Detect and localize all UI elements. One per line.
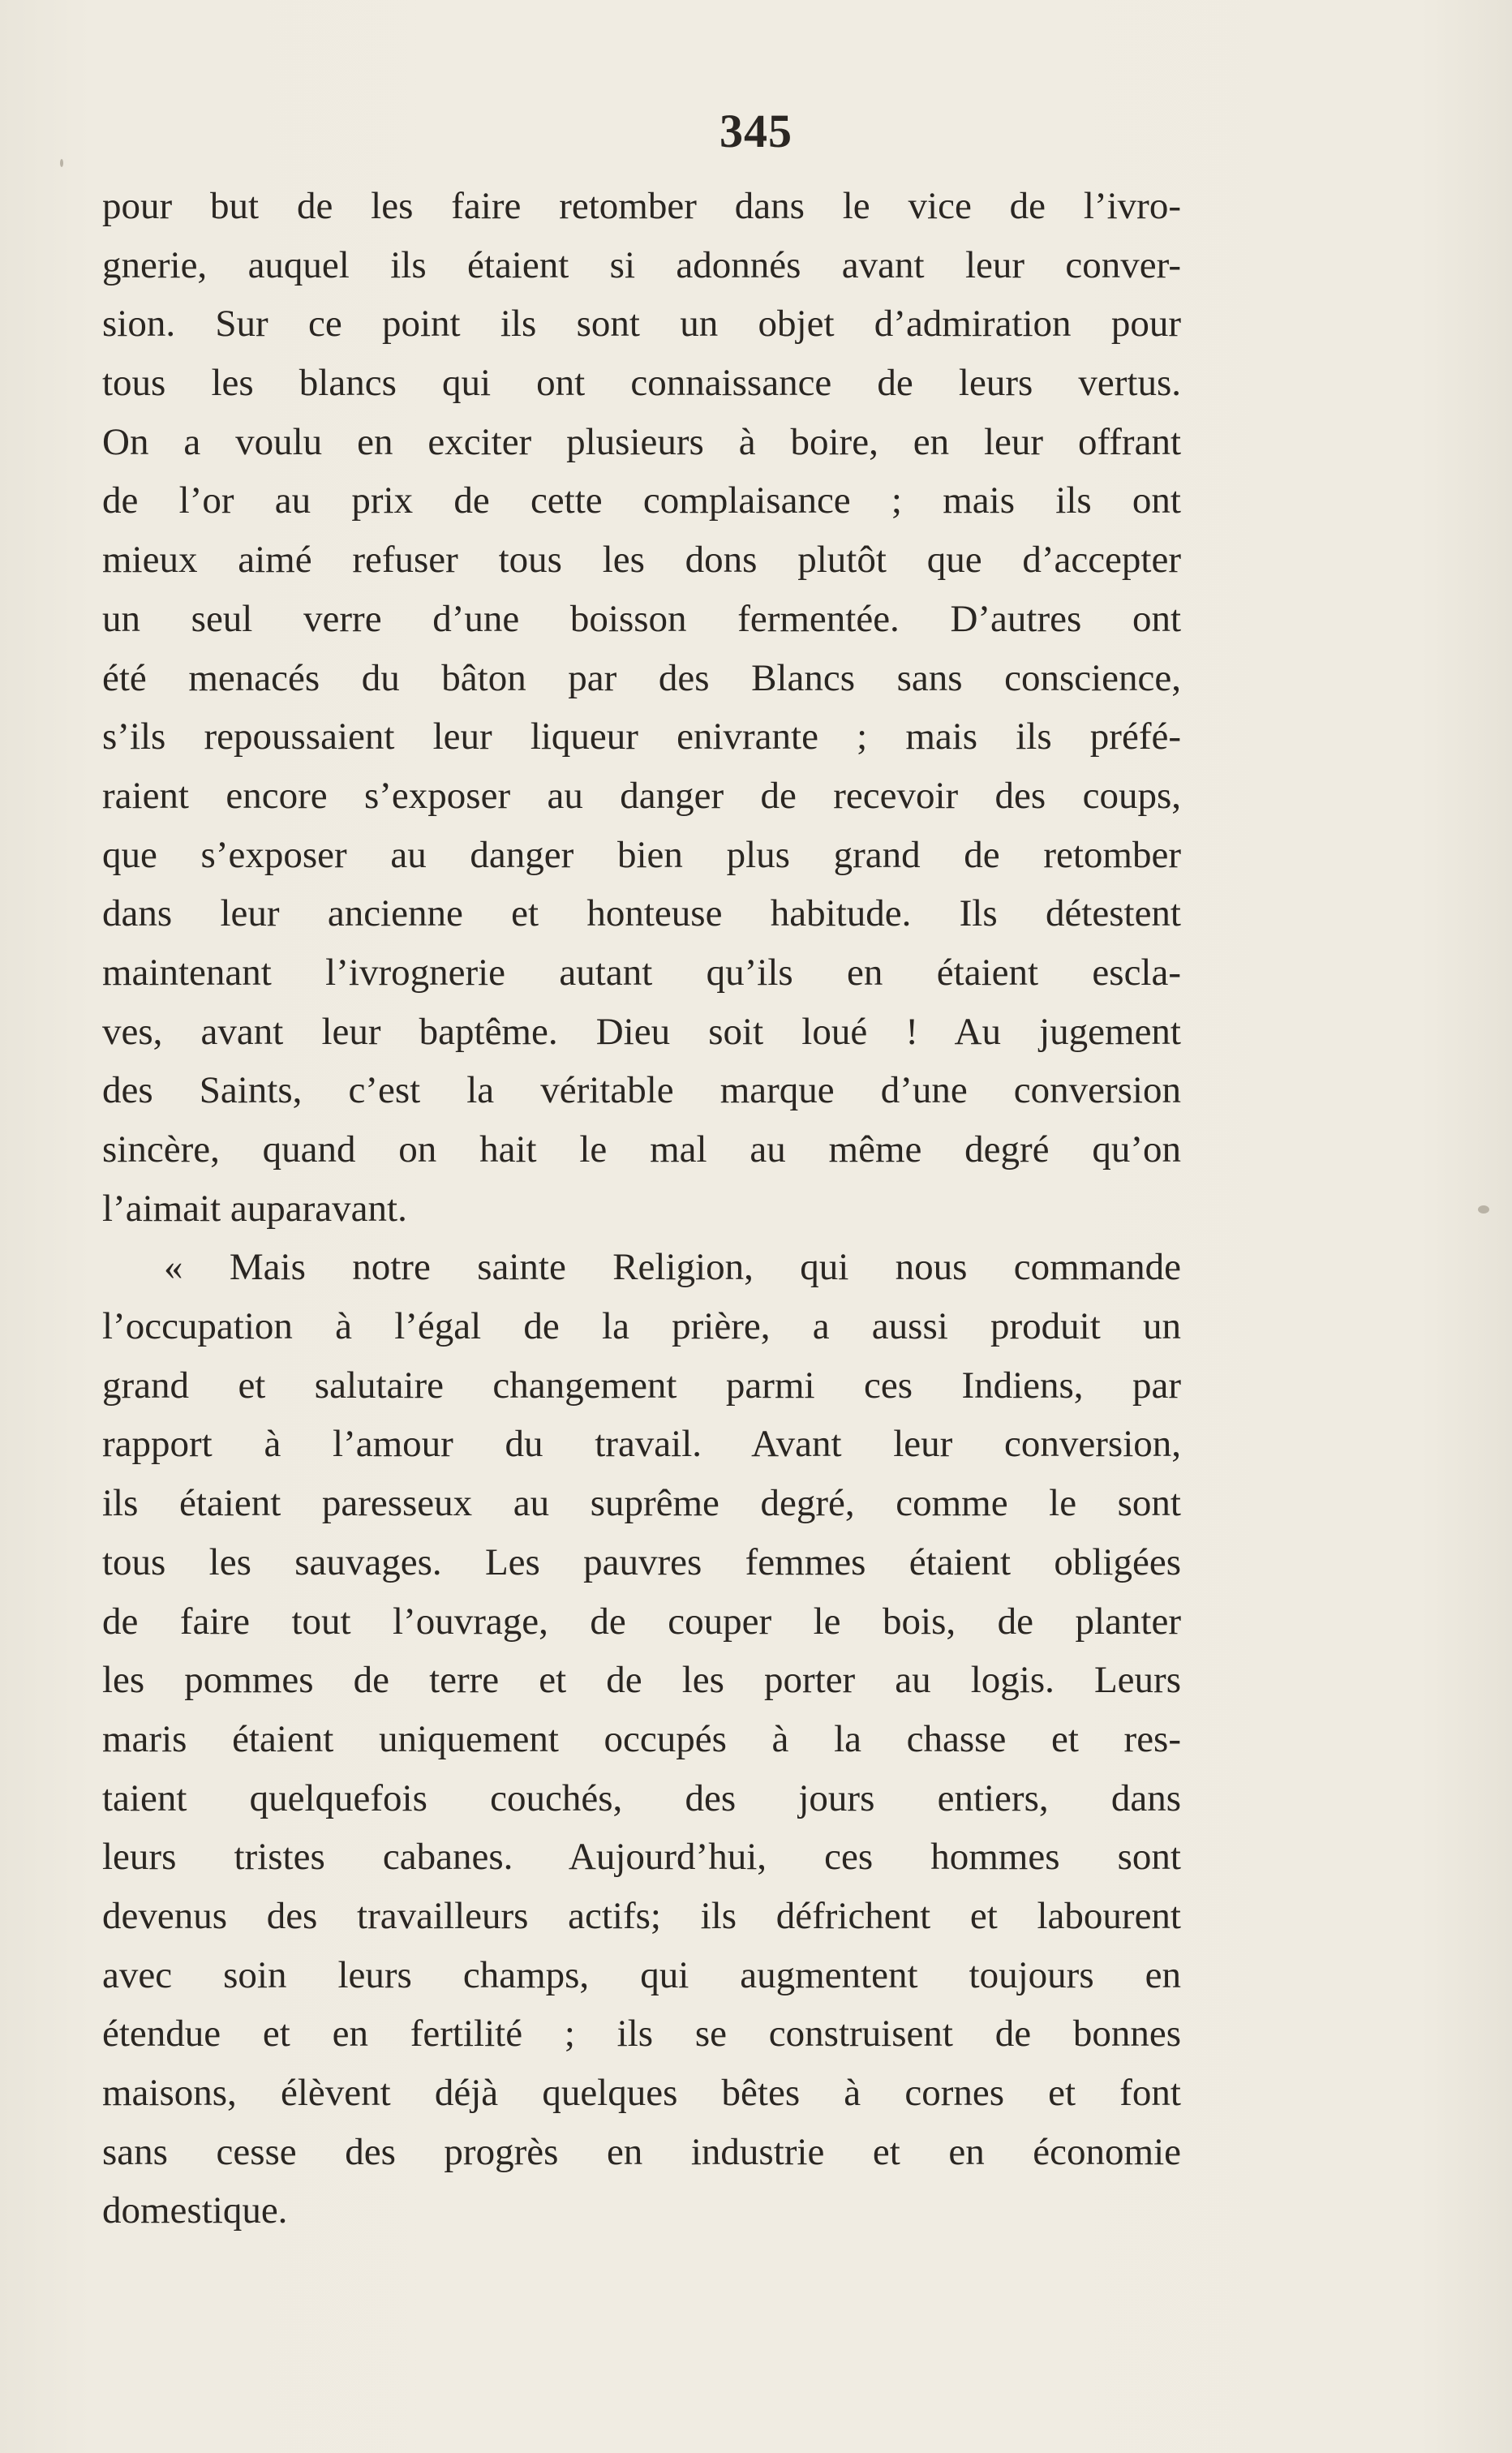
body-text <box>102 177 1181 2240</box>
text-line: leurs tristes cabanes. Aujourd’hui, ces hommes sont <box>102 1836 1181 1879</box>
text-line: raient encore s’exposer au danger de recevoir des coups, <box>102 774 1181 817</box>
text-line: ils étaient paresseux au suprême degré, comme le sont <box>102 1482 1181 1525</box>
text-line: pour but de les faire retomber dans le vice de l’ivro- <box>102 185 1181 227</box>
text-line: maris étaient uniquement occupés à la chasse et res- <box>102 1717 1181 1760</box>
text-line: taient quelquefois couchés, des jours entiers, dans <box>102 1776 1181 1819</box>
text-line: ves, avant leur baptême. Dieu soit loué ! Au jugement <box>102 1010 1181 1053</box>
text-line: maisons, élèvent déjà quelques bêtes à cornes et font <box>102 2072 1181 2114</box>
text-line: été menacés du bâton par des Blancs sans conscience, <box>102 656 1181 699</box>
text-line: mieux aimé refuser tous les dons plutôt que d’accepter <box>102 539 1181 582</box>
text-line: dans leur ancienne et honteuse habitude. Ils détestent <box>102 892 1181 935</box>
text-line: domestique. <box>102 2189 288 2232</box>
paper-speck <box>1478 1205 1489 1214</box>
text-line: les pommes de terre et de les porter au logis. Leurs <box>102 1659 1181 1702</box>
text-line: étendue et en fertilité ; ils se construisent de bonnes <box>102 2013 1181 2056</box>
text-line: l’occupation à l’égal de la prière, a aussi produit un <box>102 1305 1181 1348</box>
text-line: gnerie, auquel ils étaient si adonnés avant leur conver- <box>102 243 1181 286</box>
paper-speck <box>60 159 63 167</box>
text-line: sincère, quand on hait le mal au même degré qu’on <box>102 1128 1181 1171</box>
text-line: « Mais notre sainte Religion, qui nous commande <box>164 1246 1181 1289</box>
text-line: sans cesse des progrès en industrie et en économie <box>102 2130 1181 2173</box>
text-line: grand et salutaire changement parmi ces Indiens, par <box>102 1364 1181 1407</box>
text-line: tous les sauvages. Les pauvres femmes étaient obligées <box>102 1540 1181 1583</box>
text-line: l’aimait auparavant. <box>102 1187 407 1230</box>
page-number: 345 <box>719 105 793 157</box>
text-line: tous les blancs qui ont connaissance de leurs vertus. <box>102 362 1181 405</box>
text-line: rapport à l’amour du travail. Avant leur conversion, <box>102 1423 1181 1466</box>
text-line: de l’or au prix de cette complaisance ; mais ils ont <box>102 479 1181 522</box>
text-line: sion. Sur ce point ils sont un objet d’admiration pour <box>102 303 1181 346</box>
text-line: de faire tout l’ouvrage, de couper le bois, de planter <box>102 1600 1181 1643</box>
text-line: s’ils repoussaient leur liqueur enivrante ; mais ils préfé- <box>102 715 1181 758</box>
text-line: maintenant l’ivrognerie autant qu’ils en étaient escla- <box>102 951 1181 994</box>
text-line: On a voulu en exciter plusieurs à boire, en leur offrant <box>102 420 1181 463</box>
text-line: un seul verre d’une boisson fermentée. D’autres ont <box>102 597 1181 640</box>
text-line: que s’exposer au danger bien plus grand de retomber <box>102 833 1181 876</box>
text-line: avec soin leurs champs, qui augmentent toujours en <box>102 1953 1181 1996</box>
text-line: devenus des travailleurs actifs; ils défrichent et labourent <box>102 1894 1181 1937</box>
text-line: des Saints, c’est la véritable marque d’une conversion <box>102 1069 1181 1112</box>
